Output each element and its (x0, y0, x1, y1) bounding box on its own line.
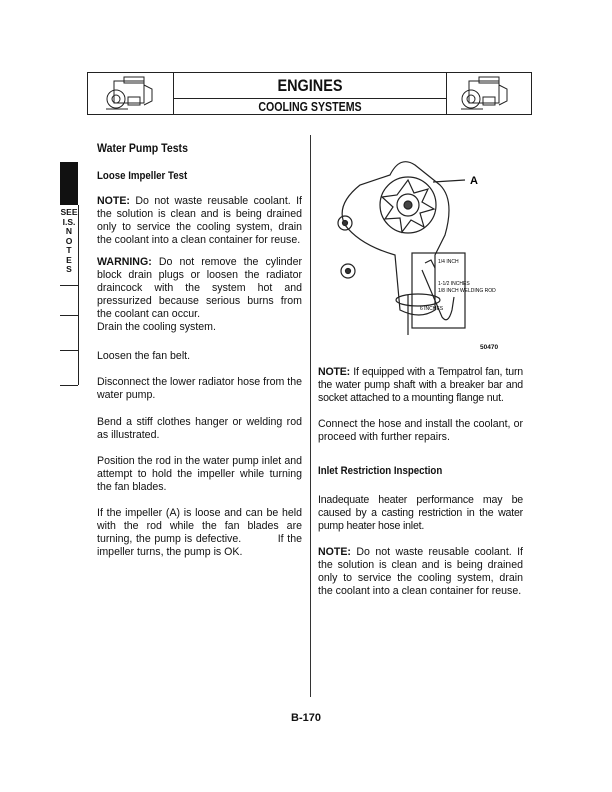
sidebar-label-line: I.S. (62, 216, 76, 227)
heading-loose-impeller-test: Loose Impeller Test (97, 170, 188, 182)
header-divider (174, 98, 446, 99)
sidebar-label-line: O (65, 235, 73, 246)
sidebar-label-line: S (66, 264, 72, 274)
step-paragraph: Position the rod in the water pump inlet and attempt to hold the impeller while turning the fan blades. (97, 455, 302, 493)
inset-label: 6 INCHES (420, 306, 444, 312)
note-label: NOTE: (318, 366, 350, 378)
heading-water-pump-tests: Water Pump Tests (97, 141, 188, 155)
warning-paragraph (97, 256, 302, 321)
water-pump-illustration (330, 145, 530, 345)
tempatrol-note (318, 366, 523, 405)
column-divider (310, 135, 311, 697)
note-text: Do not waste reusable coolant. If the solution is clean and is being drained only to service the cooling system, drain the coolant into a clean container for reuse. (97, 195, 302, 246)
sidebar-label-line: E (66, 254, 72, 265)
sidebar-tick (60, 350, 78, 351)
sidebar-black-tab (60, 162, 78, 205)
heading-inlet-restriction: Inlet Restriction Inspection (318, 465, 443, 477)
figure-number: 50470 (480, 344, 499, 351)
sidebar-tick (60, 285, 78, 286)
sidebar-line (78, 205, 79, 385)
section-subtitle: COOLING SYSTEMS (258, 100, 362, 114)
note-text: If equipped with a Tempatrol fan, turn the water pump shaft with a breaker bar and socket attached to a mounting flange nut. (318, 366, 523, 404)
step-paragraph: Bend a stiff clothes hanger or welding rod as illustrated. (97, 416, 302, 441)
connect-paragraph: Connect the hose and install the coolant, or proceed with further repairs. (318, 418, 523, 443)
inadequate-paragraph: Inadequate heater performance may be caused by a casting restriction in the water pump heater hose inlet. (318, 494, 523, 532)
step-paragraph: Disconnect the lower radiator hose from the water pump. (97, 376, 302, 401)
page-header (87, 72, 532, 115)
note-label: NOTE: (97, 195, 130, 207)
warning-text: Do not remove the cylinder block drain plugs or loosen the radiator draincock with the system hot and pressurized because serious burns from the coolant can occur. (97, 256, 302, 320)
section-title: ENGINES (277, 76, 343, 95)
sidebar-tick (60, 385, 78, 386)
note-label: NOTE: (318, 546, 351, 558)
page-number: B-170 (291, 712, 321, 724)
callout-a: A (470, 175, 478, 187)
inset-label: 1/8 INCH WELDING ROD (438, 288, 496, 294)
sidebar-label-line: T (66, 245, 72, 255)
note-text: Do not waste reusable coolant. If the solution is clean and is being drained only to service the cooling system, drain the coolant into a clean container for reuse. (318, 546, 523, 597)
inset-label: 1/4 INCH (438, 259, 459, 265)
sidebar-label-line: SEE (60, 207, 78, 217)
sidebar-tick (60, 315, 78, 316)
step-paragraph: If the impeller (A) is loose and can be held with the rod while the fan blades are turning, the pump is defective. If the impeller turns, the pump is OK. (97, 507, 305, 558)
see-is-notes-label (60, 208, 78, 275)
engine-illustration-right (446, 73, 531, 114)
engine-illustration-left (88, 73, 174, 114)
step-paragraph: Loosen the fan belt. (97, 350, 191, 362)
coolant-note (318, 546, 523, 598)
note-paragraph (97, 195, 302, 247)
warning-label: WARNING: (97, 256, 152, 268)
sidebar-label-line: N (65, 226, 73, 236)
step-paragraph: Drain the cooling system. (97, 321, 216, 333)
inset-label: 1-1/2 INCHES (438, 281, 470, 287)
